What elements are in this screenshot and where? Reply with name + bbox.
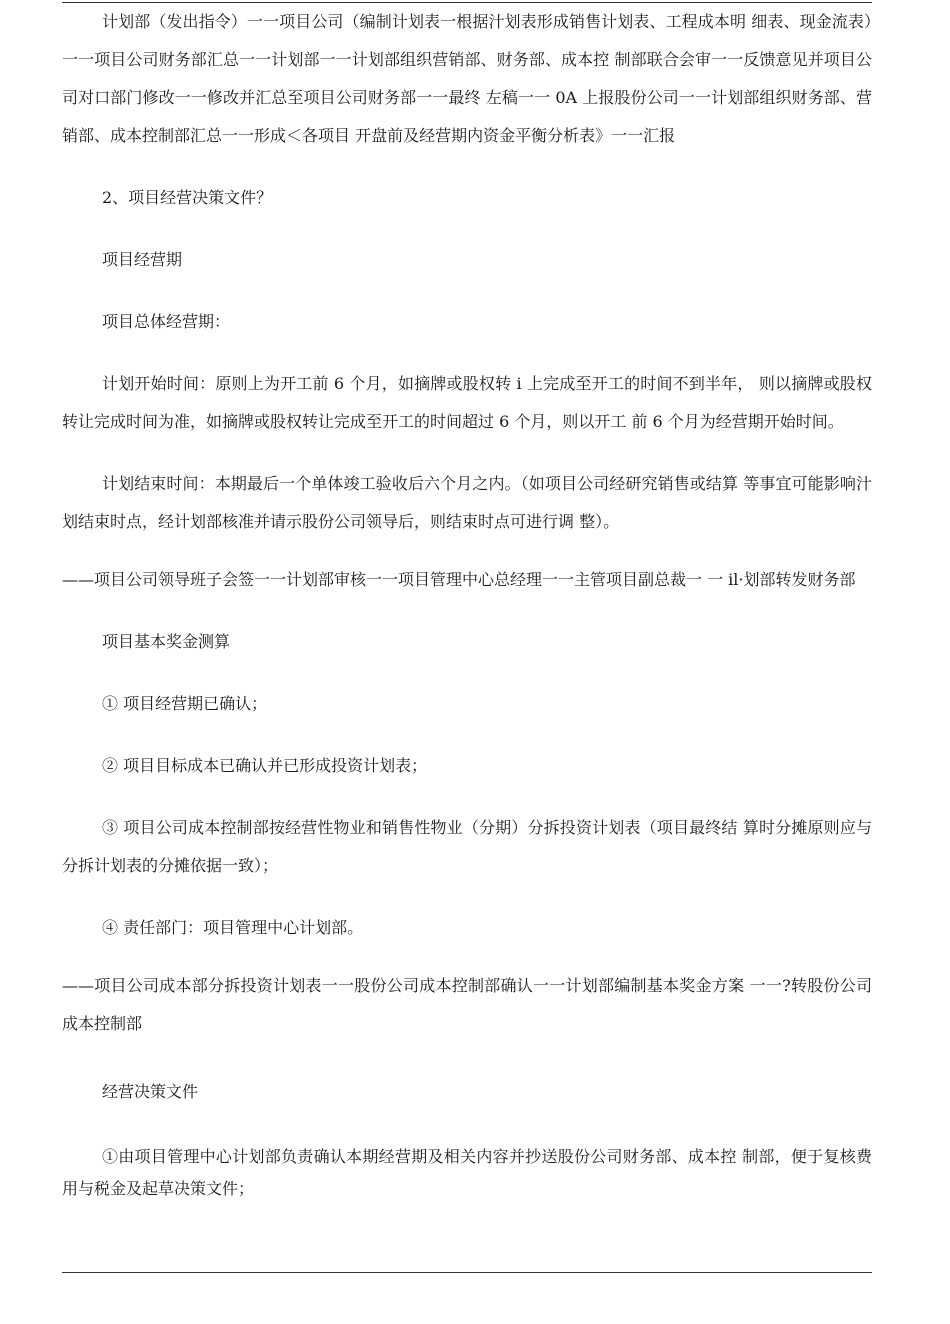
paragraph-decision-item-1: ①由项目管理中心计划部负责确认本期经营期及相关内容并抄送股份公司财务部、成本控 制部，便于复核费用与税金及起草决策文件； <box>62 1147 872 1198</box>
paragraph-cost-flow: ——项目公司成本部分拆投资计划表一一股份公司成本控制部确认一一计划部编制基本奖金方案 一一?转股份公司成本控制部 <box>62 976 872 1033</box>
list-item-3: ③ 项目公司成本控制部按经营性物业和销售性物业（分期）分拆投资计划表（项目最终结 算时分摊原则应与分拆计划表的分摊依据一致）； <box>62 818 872 875</box>
paragraph-process-flow: 计划部（发出指令）一一项目公司（编制计划表一根据汁划表形成销售计划表、工程成本明 细表、现金流表）一一项目公司财务部汇总一一计划部一一计划部组织营销部、财务部、成本控 制部联合会审一一反馈意见并项目公司对口部门修改一一修改并汇总至项目公司财务部一一最终 左稿一一 0A 上报股份公司一一计划部组织财务部、营销部、成本控制部汇总一一形成＜各项目 开盘前及经营期内资金平衡分析表》一一汇报 <box>62 12 872 145</box>
list-item-2: ② 项目目标成本已确认并已形成投资计划表； <box>102 756 428 775</box>
section-heading-decision-files: 2、项目经营决策文件？ <box>102 188 273 207</box>
list-item-4: ④ 责任部门：项目管理中心计划部。 <box>102 918 364 937</box>
subheading-overall-operating-period: 项目总体经营期： <box>102 312 231 331</box>
subheading-operating-period: 项目经营期 <box>102 250 183 269</box>
paragraph-planned-start: 计划开始时间：原则上为开工前 6 个月，如摘牌或股权转 i 上完成至开工的时间不到半年， 则以摘牌或股权转让完成时间为准，如摘牌或股权转让完成至开工的时间超过 6 个月，则以开工 前 6 个月为经营期开始时间。 <box>62 374 872 431</box>
subheading-bonus-calculation: 项目基本奖金测算 <box>102 632 231 651</box>
paragraph-signoff-flow: ——项目公司领导班子会签一一计划部审核一一项目管理中心总经理一一主管项目副总裁一 一 il·划部转发财务部 <box>62 570 856 589</box>
document-page <box>62 3 872 1205</box>
list-item-1: ① 项目经营期已确认； <box>102 694 268 713</box>
paragraph-planned-end: 计划结束时间：本期最后一个单体竣工验收后六个月之内。（如项目公司经研究销售或结算 等事宜可能影响汁划结束时点，经计划部核准并请示股份公司领导后，则结束时点可进行调 整）。 <box>62 474 872 531</box>
bottom-rule <box>62 1272 872 1273</box>
subheading-decision-documents: 经营决策文件 <box>102 1082 199 1101</box>
